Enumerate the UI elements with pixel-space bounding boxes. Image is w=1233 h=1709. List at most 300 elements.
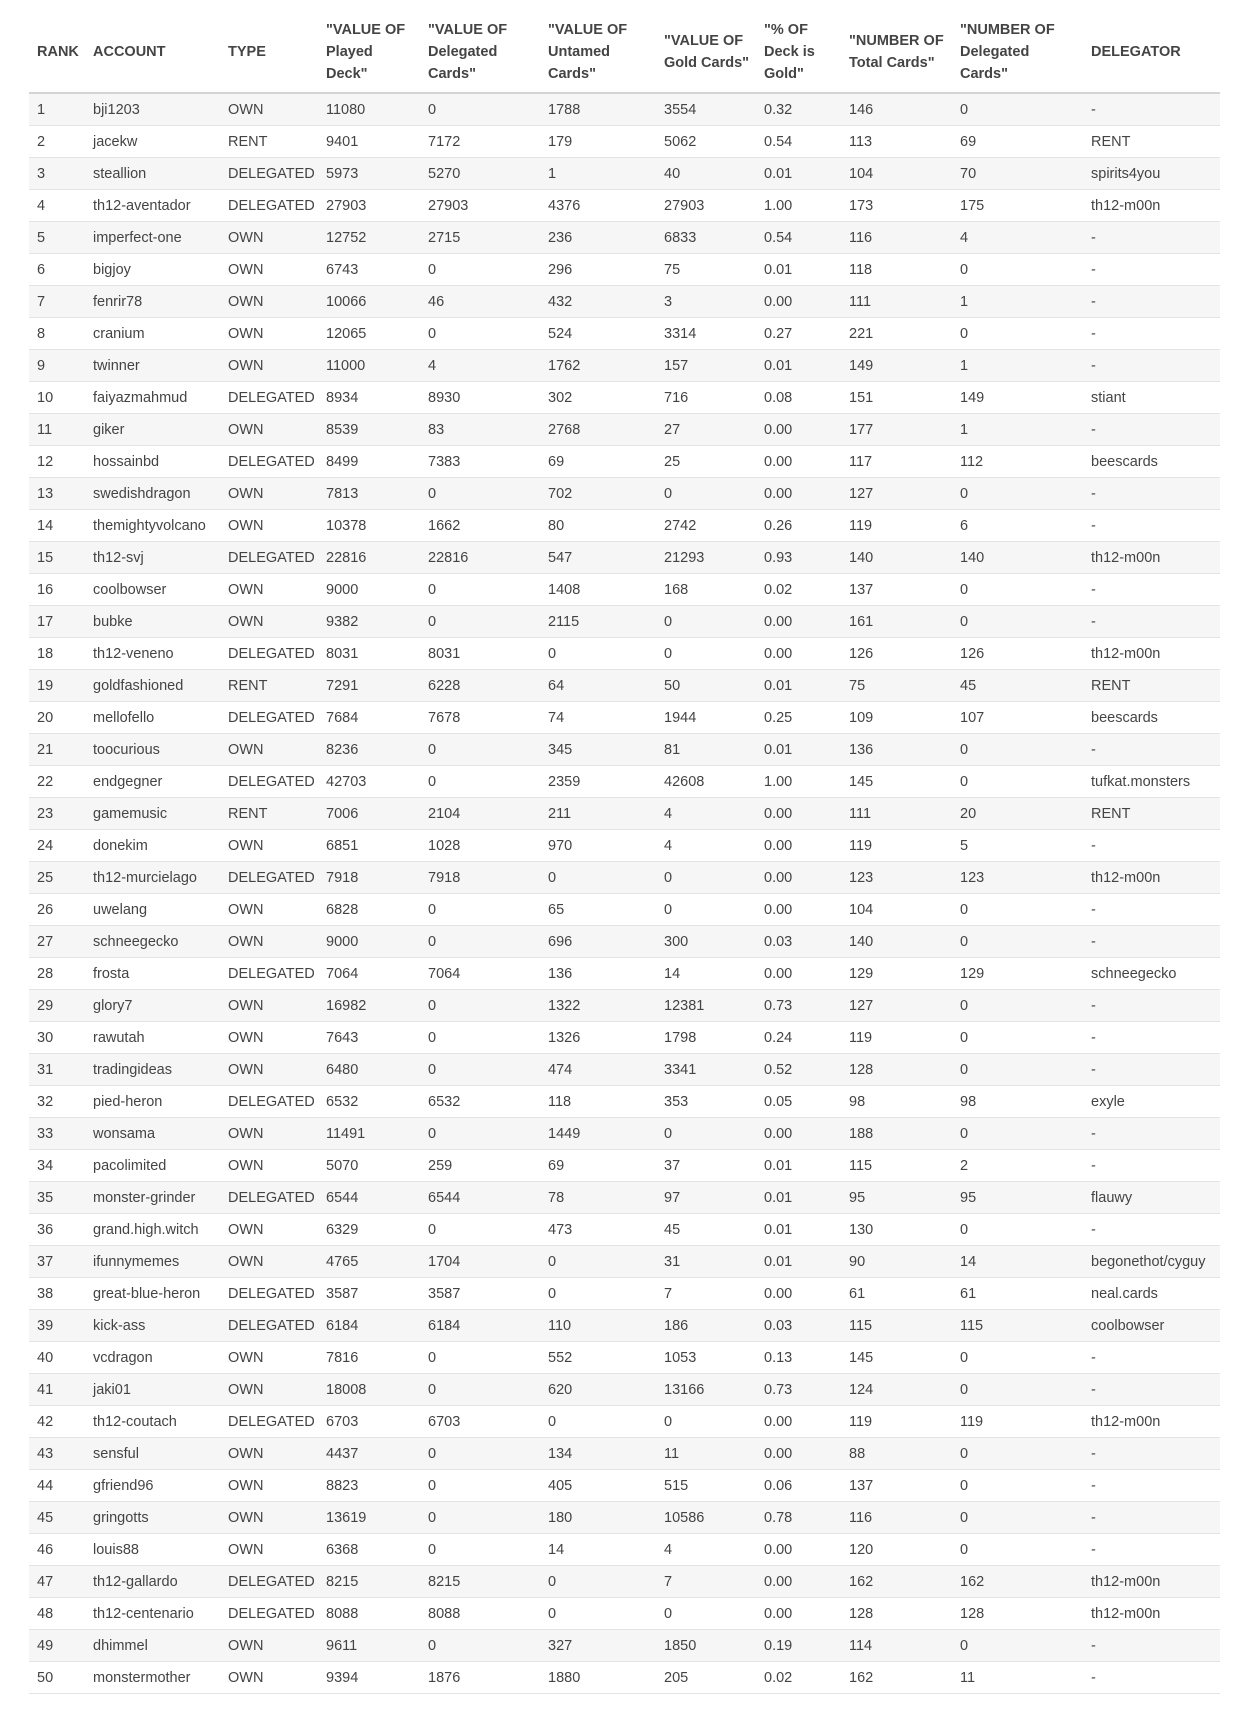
- value-gold-cards-cell: 186: [656, 1310, 756, 1342]
- value-delegated-cards-cell: 7172: [420, 126, 540, 158]
- table-row: [29, 1470, 1220, 1502]
- delegator-cell: -: [1083, 1150, 1220, 1182]
- account-cell: pied-heron: [85, 1086, 220, 1118]
- account-cell: great-blue-heron: [85, 1278, 220, 1310]
- value-untamed-cards-cell: 1408: [540, 574, 656, 606]
- number-total-cards-cell: 120: [841, 1534, 952, 1566]
- account-cell: th12-aventador: [85, 190, 220, 222]
- type-cell: DELEGATED: [220, 190, 318, 222]
- value-delegated-cards-cell: 0: [420, 734, 540, 766]
- value-untamed-cards-cell: 1762: [540, 350, 656, 382]
- delegator-cell: th12-m00n: [1083, 1566, 1220, 1598]
- value-played-deck-cell: 7918: [318, 862, 420, 894]
- value-gold-cards-cell: 27: [656, 414, 756, 446]
- pct-deck-gold-cell: 0.02: [756, 574, 841, 606]
- delegator-cell: -: [1083, 414, 1220, 446]
- table-row: [29, 1598, 1220, 1630]
- number-delegated-cards-cell: 0: [952, 606, 1083, 638]
- number-total-cards-cell: 115: [841, 1150, 952, 1182]
- delegator-cell: RENT: [1083, 798, 1220, 830]
- value-gold-cards-cell: 1053: [656, 1342, 756, 1374]
- value-played-deck-cell: 9611: [318, 1630, 420, 1662]
- header-number-delegated-cards: "NUMBER OF Delegated Cards": [952, 12, 1083, 93]
- value-played-deck-cell: 6480: [318, 1054, 420, 1086]
- value-delegated-cards-cell: 0: [420, 1342, 540, 1374]
- number-total-cards-cell: 130: [841, 1214, 952, 1246]
- table-row: [29, 1534, 1220, 1566]
- value-untamed-cards-cell: 211: [540, 798, 656, 830]
- delegator-cell: coolbowser: [1083, 1310, 1220, 1342]
- table-row: [29, 1502, 1220, 1534]
- value-untamed-cards-cell: 69: [540, 1150, 656, 1182]
- value-played-deck-cell: 10378: [318, 510, 420, 542]
- type-cell: OWN: [220, 478, 318, 510]
- number-delegated-cards-cell: 162: [952, 1566, 1083, 1598]
- value-untamed-cards-cell: 78: [540, 1182, 656, 1214]
- value-untamed-cards-cell: 1: [540, 158, 656, 190]
- header-row: [29, 12, 1220, 93]
- value-played-deck-cell: 7643: [318, 1022, 420, 1054]
- delegator-cell: -: [1083, 478, 1220, 510]
- pct-deck-gold-cell: 0.00: [756, 862, 841, 894]
- type-cell: OWN: [220, 350, 318, 382]
- pct-deck-gold-cell: 0.01: [756, 254, 841, 286]
- value-gold-cards-cell: 353: [656, 1086, 756, 1118]
- value-played-deck-cell: 22816: [318, 542, 420, 574]
- value-untamed-cards-cell: 14: [540, 1534, 656, 1566]
- pct-deck-gold-cell: 1.00: [756, 766, 841, 798]
- number-delegated-cards-cell: 0: [952, 894, 1083, 926]
- value-played-deck-cell: 5973: [318, 158, 420, 190]
- type-cell: OWN: [220, 926, 318, 958]
- value-delegated-cards-cell: 1704: [420, 1246, 540, 1278]
- rank-cell: 4: [29, 190, 85, 222]
- pct-deck-gold-cell: 0.52: [756, 1054, 841, 1086]
- pct-deck-gold-cell: 0.01: [756, 1150, 841, 1182]
- pct-deck-gold-cell: 0.54: [756, 126, 841, 158]
- value-untamed-cards-cell: 473: [540, 1214, 656, 1246]
- table-row: [29, 1630, 1220, 1662]
- number-delegated-cards-cell: 11: [952, 1662, 1083, 1694]
- type-cell: OWN: [220, 1246, 318, 1278]
- pct-deck-gold-cell: 0.00: [756, 286, 841, 318]
- pct-deck-gold-cell: 0.01: [756, 158, 841, 190]
- table-row: [29, 1214, 1220, 1246]
- delegator-cell: beescards: [1083, 446, 1220, 478]
- account-cell: ifunnymemes: [85, 1246, 220, 1278]
- value-gold-cards-cell: 168: [656, 574, 756, 606]
- table-row: [29, 926, 1220, 958]
- rank-cell: 39: [29, 1310, 85, 1342]
- number-total-cards-cell: 111: [841, 286, 952, 318]
- value-delegated-cards-cell: 7064: [420, 958, 540, 990]
- delegator-cell: stiant: [1083, 382, 1220, 414]
- number-total-cards-cell: 136: [841, 734, 952, 766]
- rank-cell: 45: [29, 1502, 85, 1534]
- rank-cell: 24: [29, 830, 85, 862]
- value-untamed-cards-cell: 4376: [540, 190, 656, 222]
- pct-deck-gold-cell: 0.00: [756, 1598, 841, 1630]
- number-delegated-cards-cell: 129: [952, 958, 1083, 990]
- delegator-cell: exyle: [1083, 1086, 1220, 1118]
- type-cell: OWN: [220, 318, 318, 350]
- table-row: [29, 350, 1220, 382]
- account-cell: louis88: [85, 1534, 220, 1566]
- delegator-cell: -: [1083, 734, 1220, 766]
- value-played-deck-cell: 6368: [318, 1534, 420, 1566]
- number-total-cards-cell: 123: [841, 862, 952, 894]
- value-untamed-cards-cell: 552: [540, 1342, 656, 1374]
- number-delegated-cards-cell: 61: [952, 1278, 1083, 1310]
- type-cell: OWN: [220, 1374, 318, 1406]
- value-delegated-cards-cell: 8215: [420, 1566, 540, 1598]
- value-untamed-cards-cell: 702: [540, 478, 656, 510]
- number-total-cards-cell: 104: [841, 158, 952, 190]
- value-delegated-cards-cell: 2104: [420, 798, 540, 830]
- value-untamed-cards-cell: 64: [540, 670, 656, 702]
- value-gold-cards-cell: 205: [656, 1662, 756, 1694]
- value-delegated-cards-cell: 0: [420, 1502, 540, 1534]
- value-gold-cards-cell: 515: [656, 1470, 756, 1502]
- table-row: [29, 894, 1220, 926]
- type-cell: OWN: [220, 1438, 318, 1470]
- pct-deck-gold-cell: 0.00: [756, 830, 841, 862]
- pct-deck-gold-cell: 0.00: [756, 606, 841, 638]
- value-untamed-cards-cell: 136: [540, 958, 656, 990]
- value-untamed-cards-cell: 345: [540, 734, 656, 766]
- rank-cell: 47: [29, 1566, 85, 1598]
- delegator-cell: tufkat.monsters: [1083, 766, 1220, 798]
- number-delegated-cards-cell: 0: [952, 93, 1083, 126]
- value-played-deck-cell: 11080: [318, 93, 420, 126]
- value-delegated-cards-cell: 5270: [420, 158, 540, 190]
- value-untamed-cards-cell: 179: [540, 126, 656, 158]
- value-delegated-cards-cell: 7383: [420, 446, 540, 478]
- table-row: [29, 158, 1220, 190]
- rank-cell: 31: [29, 1054, 85, 1086]
- type-cell: OWN: [220, 1054, 318, 1086]
- value-delegated-cards-cell: 1662: [420, 510, 540, 542]
- value-played-deck-cell: 13619: [318, 1502, 420, 1534]
- value-delegated-cards-cell: 6532: [420, 1086, 540, 1118]
- value-untamed-cards-cell: 74: [540, 702, 656, 734]
- account-cell: wonsama: [85, 1118, 220, 1150]
- pct-deck-gold-cell: 0.93: [756, 542, 841, 574]
- rank-cell: 1: [29, 93, 85, 126]
- number-total-cards-cell: 137: [841, 1470, 952, 1502]
- number-delegated-cards-cell: 5: [952, 830, 1083, 862]
- header-account: ACCOUNT: [85, 12, 220, 93]
- pct-deck-gold-cell: 0.00: [756, 1118, 841, 1150]
- value-gold-cards-cell: 42608: [656, 766, 756, 798]
- number-total-cards-cell: 146: [841, 93, 952, 126]
- rank-cell: 17: [29, 606, 85, 638]
- value-untamed-cards-cell: 0: [540, 1598, 656, 1630]
- rank-cell: 6: [29, 254, 85, 286]
- number-total-cards-cell: 145: [841, 1342, 952, 1374]
- pct-deck-gold-cell: 0.00: [756, 638, 841, 670]
- delegator-cell: -: [1083, 926, 1220, 958]
- pct-deck-gold-cell: 0.24: [756, 1022, 841, 1054]
- type-cell: OWN: [220, 1214, 318, 1246]
- delegator-cell: -: [1083, 1662, 1220, 1694]
- type-cell: DELEGATED: [220, 862, 318, 894]
- account-cell: pacolimited: [85, 1150, 220, 1182]
- number-total-cards-cell: 98: [841, 1086, 952, 1118]
- value-delegated-cards-cell: 0: [420, 1438, 540, 1470]
- header-value-untamed-cards: "VALUE OF Untamed Cards": [540, 12, 656, 93]
- value-gold-cards-cell: 7: [656, 1566, 756, 1598]
- value-delegated-cards-cell: 0: [420, 606, 540, 638]
- number-total-cards-cell: 145: [841, 766, 952, 798]
- table-row: [29, 1086, 1220, 1118]
- delegator-cell: -: [1083, 510, 1220, 542]
- delegator-cell: -: [1083, 350, 1220, 382]
- rank-cell: 50: [29, 1662, 85, 1694]
- value-untamed-cards-cell: 970: [540, 830, 656, 862]
- rank-cell: 30: [29, 1022, 85, 1054]
- number-delegated-cards-cell: 70: [952, 158, 1083, 190]
- account-cell: th12-centenario: [85, 1598, 220, 1630]
- number-total-cards-cell: 111: [841, 798, 952, 830]
- delegator-cell: -: [1083, 1374, 1220, 1406]
- pct-deck-gold-cell: 0.03: [756, 1310, 841, 1342]
- delegator-cell: spirits4you: [1083, 158, 1220, 190]
- header-pct-deck-gold: "% OF Deck is Gold": [756, 12, 841, 93]
- type-cell: DELEGATED: [220, 542, 318, 574]
- number-total-cards-cell: 162: [841, 1662, 952, 1694]
- number-delegated-cards-cell: 0: [952, 1118, 1083, 1150]
- rank-cell: 34: [29, 1150, 85, 1182]
- account-cell: vcdragon: [85, 1342, 220, 1374]
- type-cell: DELEGATED: [220, 158, 318, 190]
- type-cell: OWN: [220, 574, 318, 606]
- table-row: [29, 1054, 1220, 1086]
- value-delegated-cards-cell: 0: [420, 766, 540, 798]
- value-untamed-cards-cell: 1449: [540, 1118, 656, 1150]
- value-delegated-cards-cell: 8031: [420, 638, 540, 670]
- rank-cell: 27: [29, 926, 85, 958]
- rank-cell: 43: [29, 1438, 85, 1470]
- type-cell: OWN: [220, 894, 318, 926]
- value-gold-cards-cell: 3314: [656, 318, 756, 350]
- rank-cell: 44: [29, 1470, 85, 1502]
- table-row: [29, 1182, 1220, 1214]
- value-gold-cards-cell: 3554: [656, 93, 756, 126]
- header-value-delegated-cards: "VALUE OF Delegated Cards": [420, 12, 540, 93]
- number-delegated-cards-cell: 0: [952, 926, 1083, 958]
- number-total-cards-cell: 140: [841, 926, 952, 958]
- value-untamed-cards-cell: 0: [540, 1246, 656, 1278]
- account-cell: toocurious: [85, 734, 220, 766]
- number-total-cards-cell: 119: [841, 510, 952, 542]
- value-played-deck-cell: 7064: [318, 958, 420, 990]
- delegator-cell: -: [1083, 1118, 1220, 1150]
- table-row: [29, 1022, 1220, 1054]
- value-gold-cards-cell: 21293: [656, 542, 756, 574]
- number-delegated-cards-cell: 175: [952, 190, 1083, 222]
- value-played-deck-cell: 4765: [318, 1246, 420, 1278]
- value-delegated-cards-cell: 0: [420, 478, 540, 510]
- number-total-cards-cell: 129: [841, 958, 952, 990]
- value-gold-cards-cell: 10586: [656, 1502, 756, 1534]
- value-gold-cards-cell: 4: [656, 1534, 756, 1566]
- value-gold-cards-cell: 0: [656, 862, 756, 894]
- value-played-deck-cell: 8215: [318, 1566, 420, 1598]
- account-cell: mellofello: [85, 702, 220, 734]
- value-untamed-cards-cell: 118: [540, 1086, 656, 1118]
- pct-deck-gold-cell: 0.00: [756, 1438, 841, 1470]
- pct-deck-gold-cell: 0.00: [756, 1534, 841, 1566]
- delegator-cell: -: [1083, 830, 1220, 862]
- number-delegated-cards-cell: 0: [952, 1022, 1083, 1054]
- number-total-cards-cell: 113: [841, 126, 952, 158]
- rank-cell: 46: [29, 1534, 85, 1566]
- type-cell: DELEGATED: [220, 702, 318, 734]
- table-row: [29, 1310, 1220, 1342]
- value-untamed-cards-cell: 474: [540, 1054, 656, 1086]
- account-cell: fenrir78: [85, 286, 220, 318]
- number-total-cards-cell: 88: [841, 1438, 952, 1470]
- number-total-cards-cell: 128: [841, 1054, 952, 1086]
- table-row: [29, 414, 1220, 446]
- number-total-cards-cell: 61: [841, 1278, 952, 1310]
- pct-deck-gold-cell: 0.78: [756, 1502, 841, 1534]
- account-cell: twinner: [85, 350, 220, 382]
- value-played-deck-cell: 9000: [318, 926, 420, 958]
- table-row: [29, 798, 1220, 830]
- table-row: [29, 190, 1220, 222]
- value-played-deck-cell: 8499: [318, 446, 420, 478]
- delegator-cell: -: [1083, 1534, 1220, 1566]
- number-total-cards-cell: 119: [841, 1406, 952, 1438]
- type-cell: OWN: [220, 510, 318, 542]
- type-cell: OWN: [220, 734, 318, 766]
- value-played-deck-cell: 8088: [318, 1598, 420, 1630]
- delegator-cell: -: [1083, 1470, 1220, 1502]
- delegator-cell: -: [1083, 574, 1220, 606]
- number-delegated-cards-cell: 119: [952, 1406, 1083, 1438]
- delegator-cell: -: [1083, 1214, 1220, 1246]
- rank-cell: 28: [29, 958, 85, 990]
- rank-cell: 2: [29, 126, 85, 158]
- number-total-cards-cell: 177: [841, 414, 952, 446]
- number-delegated-cards-cell: 0: [952, 1630, 1083, 1662]
- account-cell: goldfashioned: [85, 670, 220, 702]
- delegator-cell: RENT: [1083, 670, 1220, 702]
- table-row: [29, 318, 1220, 350]
- account-cell: glory7: [85, 990, 220, 1022]
- number-delegated-cards-cell: 115: [952, 1310, 1083, 1342]
- delegator-cell: -: [1083, 1054, 1220, 1086]
- value-untamed-cards-cell: 2115: [540, 606, 656, 638]
- table-row: [29, 446, 1220, 478]
- pct-deck-gold-cell: 0.26: [756, 510, 841, 542]
- account-cell: th12-gallardo: [85, 1566, 220, 1598]
- number-delegated-cards-cell: 98: [952, 1086, 1083, 1118]
- value-gold-cards-cell: 0: [656, 638, 756, 670]
- value-untamed-cards-cell: 0: [540, 1406, 656, 1438]
- value-delegated-cards-cell: 1876: [420, 1662, 540, 1694]
- value-untamed-cards-cell: 134: [540, 1438, 656, 1470]
- value-delegated-cards-cell: 8930: [420, 382, 540, 414]
- type-cell: DELEGATED: [220, 1182, 318, 1214]
- value-delegated-cards-cell: 8088: [420, 1598, 540, 1630]
- number-delegated-cards-cell: 0: [952, 990, 1083, 1022]
- value-gold-cards-cell: 81: [656, 734, 756, 766]
- value-delegated-cards-cell: 0: [420, 318, 540, 350]
- value-untamed-cards-cell: 2768: [540, 414, 656, 446]
- value-untamed-cards-cell: 0: [540, 1566, 656, 1598]
- value-untamed-cards-cell: 405: [540, 1470, 656, 1502]
- type-cell: OWN: [220, 286, 318, 318]
- number-total-cards-cell: 90: [841, 1246, 952, 1278]
- number-delegated-cards-cell: 4: [952, 222, 1083, 254]
- value-delegated-cards-cell: 0: [420, 926, 540, 958]
- number-total-cards-cell: 140: [841, 542, 952, 574]
- value-gold-cards-cell: 97: [656, 1182, 756, 1214]
- pct-deck-gold-cell: 0.73: [756, 1374, 841, 1406]
- pct-deck-gold-cell: 0.00: [756, 1566, 841, 1598]
- pct-deck-gold-cell: 0.01: [756, 670, 841, 702]
- rank-cell: 33: [29, 1118, 85, 1150]
- type-cell: OWN: [220, 830, 318, 862]
- number-delegated-cards-cell: 1: [952, 286, 1083, 318]
- value-untamed-cards-cell: 2359: [540, 766, 656, 798]
- rank-cell: 13: [29, 478, 85, 510]
- delegator-cell: -: [1083, 1630, 1220, 1662]
- number-total-cards-cell: 126: [841, 638, 952, 670]
- value-delegated-cards-cell: 0: [420, 894, 540, 926]
- delegator-cell: th12-m00n: [1083, 638, 1220, 670]
- value-gold-cards-cell: 1944: [656, 702, 756, 734]
- pct-deck-gold-cell: 0.73: [756, 990, 841, 1022]
- value-played-deck-cell: 9401: [318, 126, 420, 158]
- value-played-deck-cell: 7006: [318, 798, 420, 830]
- number-total-cards-cell: 117: [841, 446, 952, 478]
- account-cell: monstermother: [85, 1662, 220, 1694]
- value-gold-cards-cell: 157: [656, 350, 756, 382]
- type-cell: OWN: [220, 414, 318, 446]
- delegator-cell: -: [1083, 1438, 1220, 1470]
- value-gold-cards-cell: 37: [656, 1150, 756, 1182]
- pct-deck-gold-cell: 0.25: [756, 702, 841, 734]
- value-delegated-cards-cell: 0: [420, 1470, 540, 1502]
- table-row: [29, 1118, 1220, 1150]
- rank-cell: 8: [29, 318, 85, 350]
- value-untamed-cards-cell: 1322: [540, 990, 656, 1022]
- value-delegated-cards-cell: 0: [420, 1054, 540, 1086]
- pct-deck-gold-cell: 0.00: [756, 798, 841, 830]
- table-body: [29, 93, 1220, 1694]
- pct-deck-gold-cell: 0.32: [756, 93, 841, 126]
- rank-cell: 40: [29, 1342, 85, 1374]
- value-delegated-cards-cell: 0: [420, 93, 540, 126]
- number-delegated-cards-cell: 1: [952, 350, 1083, 382]
- number-total-cards-cell: 119: [841, 1022, 952, 1054]
- account-cell: faiyazmahmud: [85, 382, 220, 414]
- delegator-cell: th12-m00n: [1083, 1598, 1220, 1630]
- value-delegated-cards-cell: 0: [420, 1022, 540, 1054]
- value-untamed-cards-cell: 236: [540, 222, 656, 254]
- value-played-deck-cell: 6703: [318, 1406, 420, 1438]
- value-untamed-cards-cell: 327: [540, 1630, 656, 1662]
- value-untamed-cards-cell: 1880: [540, 1662, 656, 1694]
- table-row: [29, 93, 1220, 126]
- table-row: [29, 222, 1220, 254]
- value-gold-cards-cell: 50: [656, 670, 756, 702]
- number-total-cards-cell: 75: [841, 670, 952, 702]
